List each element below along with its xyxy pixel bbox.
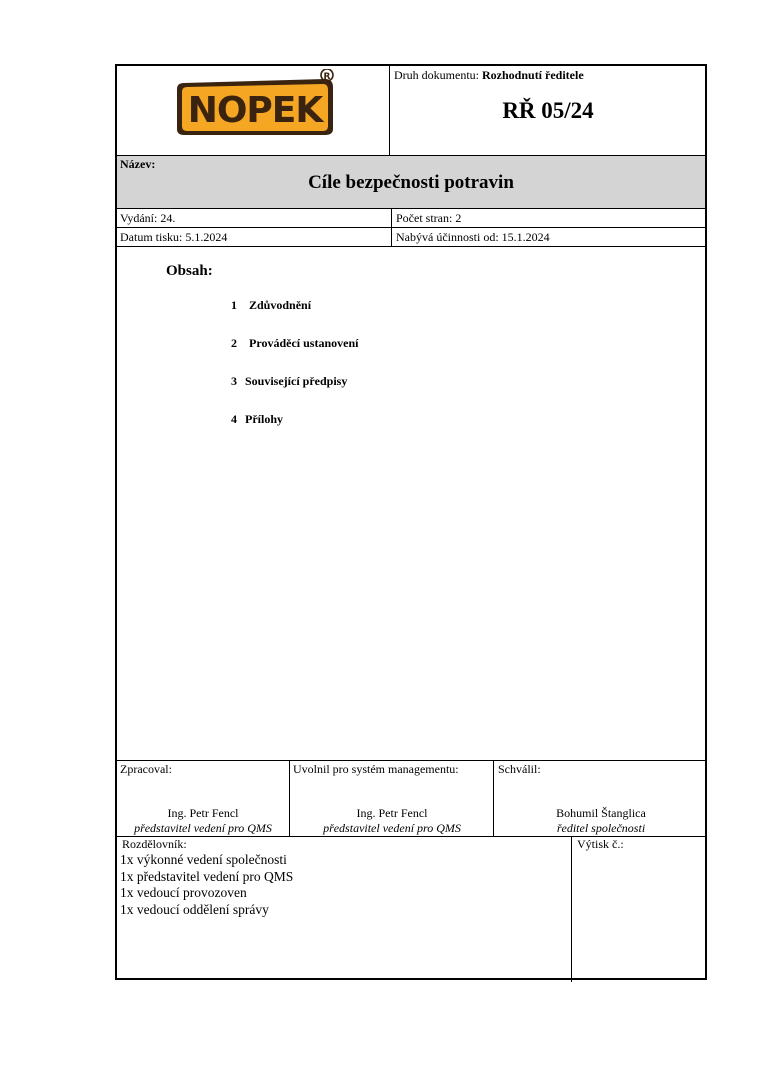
document-form — [115, 64, 707, 980]
toc-item-label: Související předpisy — [245, 374, 348, 388]
toc-item[interactable] — [231, 298, 311, 313]
distribution-list — [120, 852, 293, 918]
signature-name: Ing. Petr Fencl — [356, 806, 428, 820]
distribution-item: 1x vedoucí provozoven — [120, 885, 247, 900]
toc-item[interactable] — [231, 336, 358, 351]
toc-heading: Obsah: — [166, 263, 213, 279]
signature-name: Bohumil Štanglica — [556, 806, 646, 820]
doc-type-label: Druh dokumentu: — [394, 68, 479, 82]
doc-type-value: Rozhodnutí ředitele — [482, 68, 584, 82]
toc-item-number: 3 — [231, 374, 237, 388]
document-title: Cíle bezpečnosti potravin — [308, 172, 514, 193]
signature-label: Zpracoval: — [120, 762, 172, 776]
toc-item-label: Zdůvodnění — [249, 298, 312, 312]
svg-text:NOPEK: NOPEK — [187, 90, 323, 131]
distribution-item: 1x představitel vedení pro QMS — [120, 868, 294, 884]
nopek-logo-icon — [167, 69, 343, 143]
signature-role: představitel vedení pro QMS — [134, 821, 272, 835]
effective-date: Nabývá účinnosti od: 15.1.2024 — [396, 230, 550, 244]
doc-code: RŘ 05/24 — [502, 98, 594, 123]
distribution-divider — [571, 836, 572, 982]
print-date: Datum tisku: 5.1.2024 — [120, 230, 228, 244]
toc-item-number: 2 — [231, 336, 237, 350]
toc-item-number: 4 — [231, 412, 237, 426]
doc-type — [394, 68, 584, 83]
toc-item[interactable] — [231, 412, 283, 427]
toc-item-number: 1 — [231, 298, 237, 312]
svg-text:R: R — [323, 72, 331, 82]
copy-number-label: Výtisk č.: — [577, 837, 624, 851]
title-label: Název: — [120, 157, 156, 171]
distribution-label: Rozdělovník: — [122, 837, 187, 851]
signature-label: Schválil: — [498, 762, 541, 776]
signature-label: Uvolnil pro systém managementu: — [293, 762, 459, 776]
signature-divider — [493, 760, 494, 836]
page-count: Počet stran: 2 — [396, 211, 462, 225]
distribution-item: 1x vedoucí oddělení správy — [120, 901, 269, 917]
signature-role: ředitel společnosti — [556, 821, 646, 835]
signature-name: Ing. Petr Fencl — [167, 806, 239, 820]
divider — [117, 246, 705, 247]
signature-role: představitel vedení pro QMS — [323, 821, 461, 835]
toc-item-label: Přílohy — [245, 412, 283, 426]
divider — [117, 760, 705, 761]
signature-divider — [289, 760, 290, 836]
divider — [117, 227, 705, 228]
toc-item[interactable] — [231, 374, 347, 389]
nopek-logo — [167, 69, 343, 143]
divider — [117, 208, 705, 209]
edition: Vydání: 24. — [120, 211, 176, 225]
toc-item-label: Prováděcí ustanovení — [249, 336, 359, 350]
distribution-item: 1x výkonné vedení společnosti — [120, 852, 287, 867]
